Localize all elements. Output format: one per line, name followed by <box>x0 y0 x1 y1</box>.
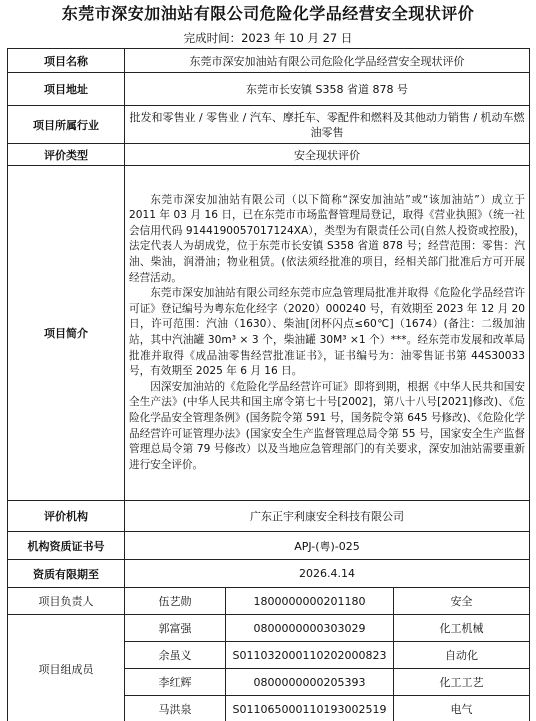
intro-label: 项目简介 <box>8 166 125 501</box>
leader-name: 伍艺勋 <box>125 588 226 615</box>
members-label: 项目组成员 <box>8 615 125 721</box>
member-name: 马洪泉 <box>125 696 226 721</box>
row-project-address <box>8 73 530 106</box>
cert-valid-value: 2026.4.14 <box>125 560 530 588</box>
cert-no-value: APJ-(粤)-025 <box>125 532 530 560</box>
row-industry <box>8 106 530 144</box>
eval-type-value: 安全现状评价 <box>125 144 530 166</box>
industry-value: 批发和零售业 / 零售业 / 汽车、摩托车、零配件和燃料及其他动力销售 / 机动车燃油零售 <box>125 106 530 144</box>
project-info-table <box>7 48 530 721</box>
intro-paragraph-2: 东莞市深安加油站有限公司经东莞市应急管理局批准并取得《危险化学品经营许可证》登记编号为粤东危化经字（2020）000240 号，有效期至 2023 年 12 月 20 日，许可范围：汽油（1630）、柴油[闭杯闪点≤60℃]（1674）(备注：二级加油站，其中汽油罐 30m³ × 3 个，柴油罐 30M³ ×1 个）***。经东莞市发展和改革局批准并取得《成品油零售经营批准证书》，证书编号为：油零售证书第 44S30033 号，有效期至 2025 年 6 月 16 日。 <box>129 287 526 378</box>
member-id: 0800000000205393 <box>226 669 394 696</box>
document-title: 东莞市深安加油站有限公司危险化学品经营安全现状评价 <box>61 4 475 23</box>
agency-value: 广东正宇利康安全科技有限公司 <box>125 501 530 532</box>
row-project-name <box>8 49 530 73</box>
intro-paragraph-1: 东莞市深安加油站有限公司（以下简称“深安加油站”或“该加油站”）成立于 2011 年 03 月 16 日，已在东莞市市场监督管理局登记，取得《营业执照》（统一社会信用代码 9144190057017124XA），类型为有限责任公司(自然人投资或控股)，法定代表人为胡成党，位于东莞市长安镇 S358 省道 878 号；经营范围：零售：汽油、柴油，润滑油；物业租赁。(依法须经批准的项目，经相关部门批准后方可开展经营活动。 <box>129 193 526 284</box>
member-field: 化工机械 <box>394 615 530 642</box>
eval-type-label: 评价类型 <box>8 144 125 166</box>
project-name-label: 项目名称 <box>8 49 125 73</box>
member-id: S011032000110202000823 <box>226 642 394 669</box>
row-leader <box>8 588 530 615</box>
member-field: 化工工艺 <box>394 669 530 696</box>
member-name: 李红辉 <box>125 669 226 696</box>
cert-valid-label: 资质有限期至 <box>8 560 125 588</box>
leader-field: 安全 <box>394 588 530 615</box>
completion-date: 完成时间：2023 年 10 月 27 日 <box>183 31 353 45</box>
row-eval-type <box>8 144 530 166</box>
row-cert-no <box>8 532 530 560</box>
member-field: 自动化 <box>394 642 530 669</box>
row-cert-valid <box>8 560 530 588</box>
row-intro <box>8 166 530 501</box>
agency-label: 评价机构 <box>8 501 125 532</box>
member-id: S011065000110193002519 <box>226 696 394 721</box>
member-field: 电气 <box>394 696 530 721</box>
member-name: 郭富强 <box>125 615 226 642</box>
leader-id: 1800000000201180 <box>226 588 394 615</box>
project-address-label: 项目地址 <box>8 73 125 106</box>
member-row <box>8 615 530 642</box>
cert-no-label: 机构资质证书号 <box>8 532 125 560</box>
intro-text <box>125 166 530 501</box>
member-id: 0800000000303029 <box>226 615 394 642</box>
project-address-value: 东莞市长安镇 S358 省道 878 号 <box>125 73 530 106</box>
member-name: 余虽义 <box>125 642 226 669</box>
row-agency <box>8 501 530 532</box>
intro-paragraph-3: 因深安加油站的《危险化学品经营许可证》即将到期，根据《中华人民共和国安全生产法》(中华人民共和国主席令第七十号[2002]，第八十八号[2021]修改)、《危险化学品安全管理条例》(国务院令第 591 号，国务院令第 645 号修改)、《危险化学品经营许可证管理办法》(国家安全生产监督管理总局令第 55 号，国家安全生产监督管理总局令第 79 号修改）以及当地应急管理部门的有关要求，深安加油站需要重新进行安全评价。 <box>129 380 526 471</box>
leader-label: 项目负责人 <box>8 588 125 615</box>
industry-label: 项目所属行业 <box>8 106 125 144</box>
project-name-value: 东莞市深安加油站有限公司危险化学品经营安全现状评价 <box>125 49 530 73</box>
